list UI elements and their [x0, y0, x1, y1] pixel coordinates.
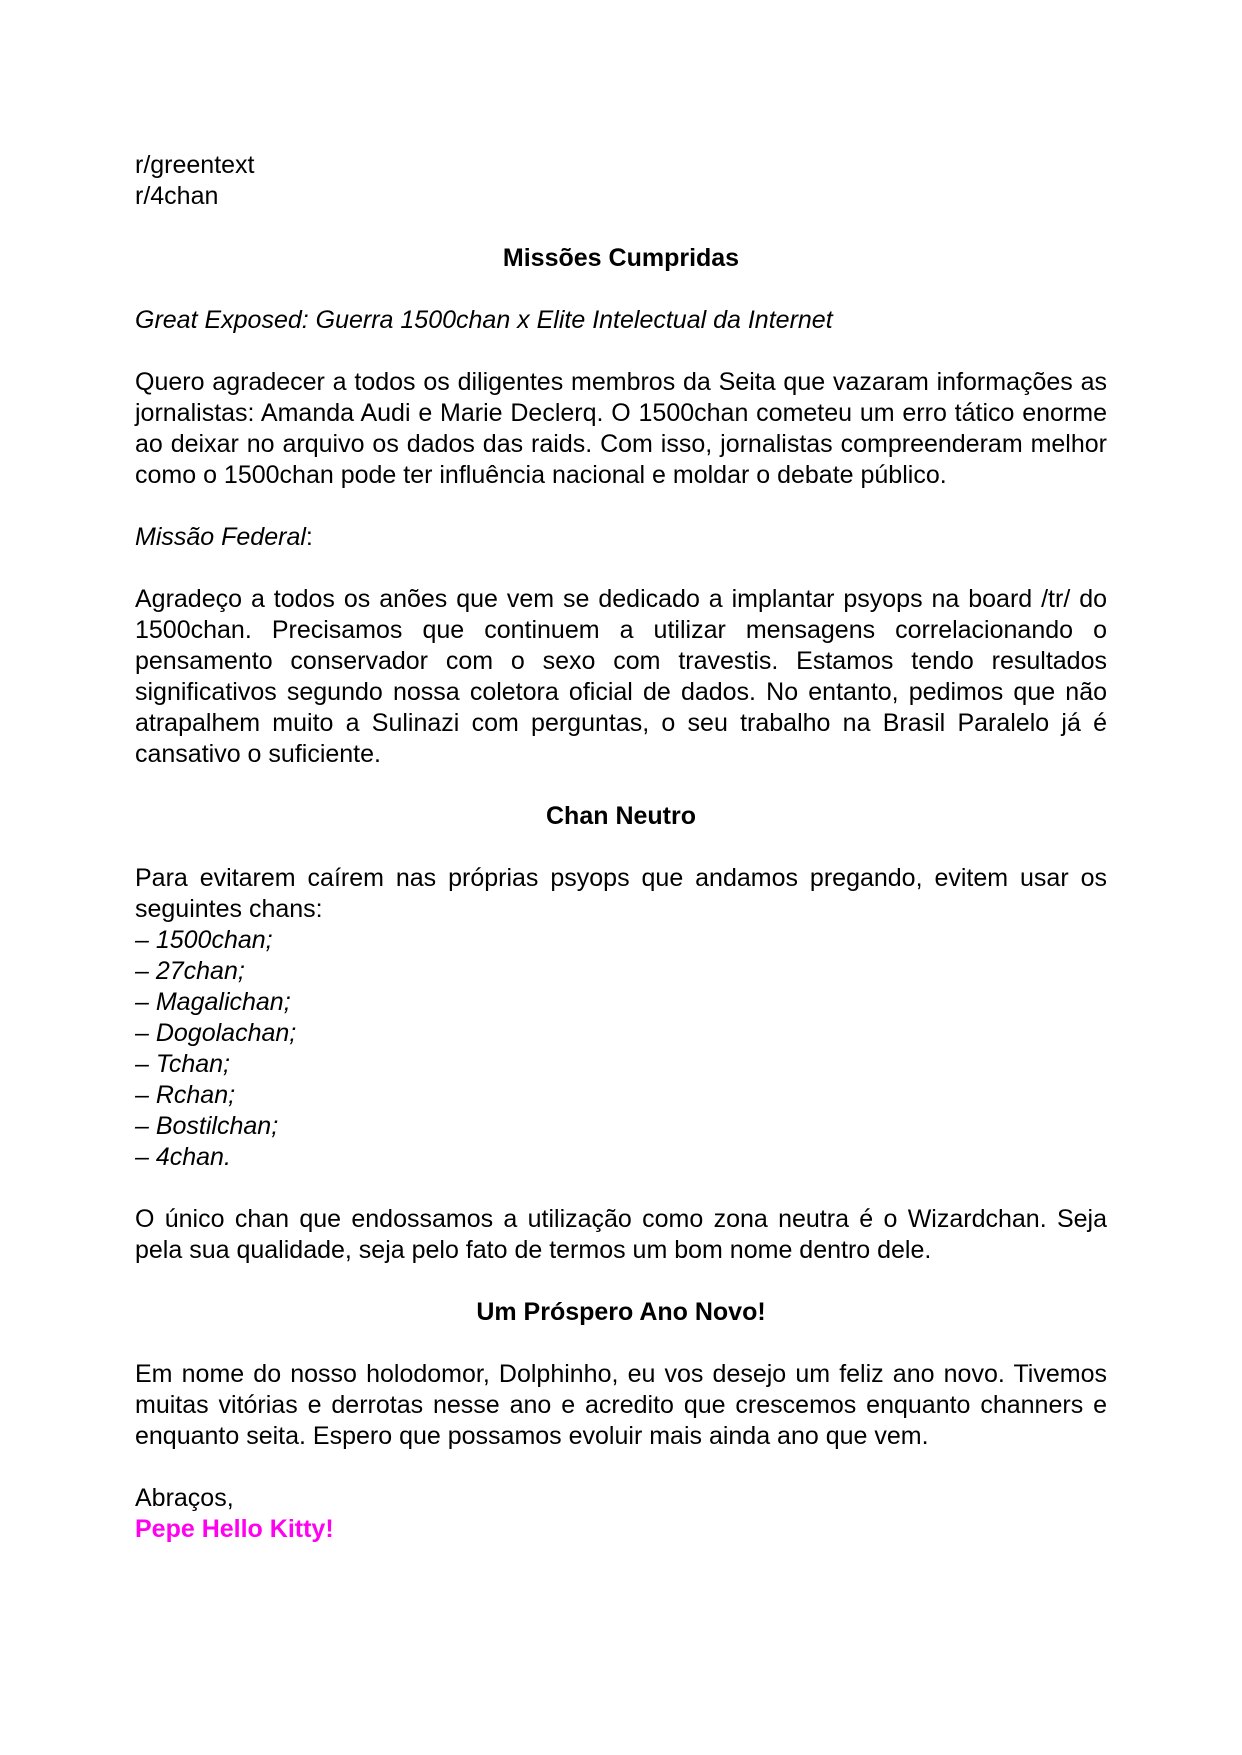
heading-new-year: Um Próspero Ano Novo!	[476, 1298, 766, 1326]
subreddit-ref-greentext: r/greentext	[135, 151, 255, 179]
signature: Pepe Hello Kitty!	[135, 1515, 334, 1543]
neutral-chans-section	[135, 863, 1107, 1173]
mission-federal-label-text: Missão Federal	[135, 523, 306, 551]
mission-federal-label-colon: :	[305, 523, 313, 551]
chan-list-item-bostilchan: – Bostilchan;	[135, 1112, 279, 1140]
chan-list-item-4chan: – 4chan.	[135, 1143, 231, 1171]
paragraph-neutral-intro: Para evitarem caírem nas próprias psyops que andamos pregando, evitem usar os seguintes chans:	[135, 864, 1107, 923]
paragraph-mission: Agradeço a todos os anões que vem se dedicado a implantar psyops na board /tr/ do 1500chan. Precisamos que continuem a utilizar mensagens correlacionando o pensamento conservador com o sexo com travestis. Estamos tendo resultados significativos segundo nossa coletora oficial de dados. No entanto, pedimos que não atrapalhem muito a Sulinazi com perguntas, o seu trabalho na Brasil Paralelo já é cansativo o suficiente.	[135, 585, 1107, 768]
closing-line: Abraços,	[135, 1484, 234, 1512]
mission-federal-label	[135, 522, 1107, 553]
heading-chan-neutro: Chan Neutro	[546, 802, 696, 830]
chan-list-item-1500chan: – 1500chan;	[135, 926, 273, 954]
chan-list-item-tchan: – Tchan;	[135, 1050, 230, 1078]
chan-list-item-rchan: – Rchan;	[135, 1081, 236, 1109]
paragraph-wizardchan: O único chan que endossamos a utilização como zona neutra é o Wizardchan. Seja pela sua qualidade, seja pelo fato de termos um bom nome dentro dele.	[135, 1205, 1107, 1264]
doc-subtitle: Great Exposed: Guerra 1500chan x Elite Intelectual da Internet	[135, 306, 833, 334]
closing-section	[135, 1483, 1107, 1545]
chan-list-item-dogolachan: – Dogolachan;	[135, 1019, 297, 1047]
chan-list-item-magalichan: – Magalichan;	[135, 988, 291, 1016]
subreddit-refs	[135, 150, 1107, 212]
chan-list-item-27chan: – 27chan;	[135, 957, 245, 985]
subreddit-ref-4chan: r/4chan	[135, 182, 219, 210]
paragraph-new-year: Em nome do nosso holodomor, Dolphinho, eu vos desejo um feliz ano novo. Tivemos muitas vitórias e derrotas nesse ano e acredito que crescemos enquanto channers e enquanto seita. Espero que possamos evoluir mais ainda ano que vem.	[135, 1360, 1107, 1450]
paragraph-thanks: Quero agradecer a todos os diligentes membros da Seita que vazaram informações as jornalistas: Amanda Audi e Marie Declerq. O 1500chan cometeu um erro tático enorme ao deixar no arquivo os dados das raids. Com isso, jornalistas compreenderam melhor como o 1500chan pode ter influência nacional e moldar o debate público.	[135, 368, 1107, 489]
doc-title: Missões Cumpridas	[502, 244, 740, 272]
